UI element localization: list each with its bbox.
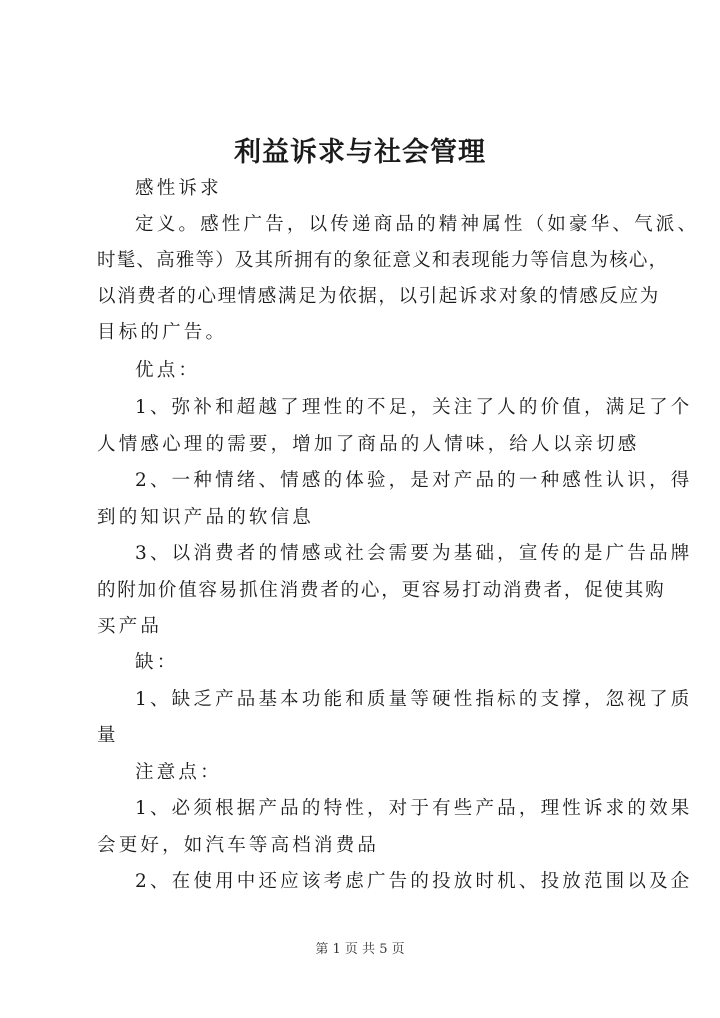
list-item: 2、一种情绪、情感的体验，是对产品的一种感性认识，得 [135,470,693,491]
list-item-continuation: 买产品 [97,616,163,637]
section-heading: 优点： [135,360,201,381]
section-heading: 感性诉求 [135,178,222,199]
section-heading: 缺： [135,652,179,673]
list-item-continuation: 会更好，如汽车等高档消费品 [97,835,380,856]
list-item-continuation: 人情感心理的需要，增加了商品的人情味，给人以亲切感 [97,434,640,455]
list-item: 1、弥补和超越了理性的不足，关注了人的价值，满足了个 [135,397,693,418]
list-item: 1、必须根据产品的特性，对于有些产品，理性诉求的效果 [135,798,693,819]
list-item: 2、在使用中还应该考虑广告的投放时机、投放范围以及企 [135,871,693,892]
paragraph-line: 目标的广告。 [97,322,228,343]
list-item: 3、以消费者的情感或社会需要为基础，宣传的是广告品牌 [135,543,693,564]
list-item-continuation: 的附加价值容易抓住消费者的心，更容易打动消费者，促使其购 [97,580,666,601]
paragraph-line: 以消费者的心理情感满足为依据，以引起诉求对象的情感反应为 [97,286,660,307]
list-item: 1、缺乏产品基本功能和质量等硬性指标的支撑，忽视了质 [135,689,693,710]
list-item-continuation: 到的知识产品的软信息 [97,507,315,528]
page-number-footer: 第 1 页 共 5 页 [315,942,405,957]
paragraph-line: 时髦、高雅等）及其所拥有的象征意义和表现能力等信息为核心， [97,250,669,271]
document-title: 利益诉求与社会管理 [234,137,486,168]
paragraph-line: 定义。感性广告，以传递商品的精神属性（如豪华、气派、 [135,214,700,235]
section-heading: 注意点： [135,762,222,783]
list-item-continuation: 量 [97,725,119,746]
